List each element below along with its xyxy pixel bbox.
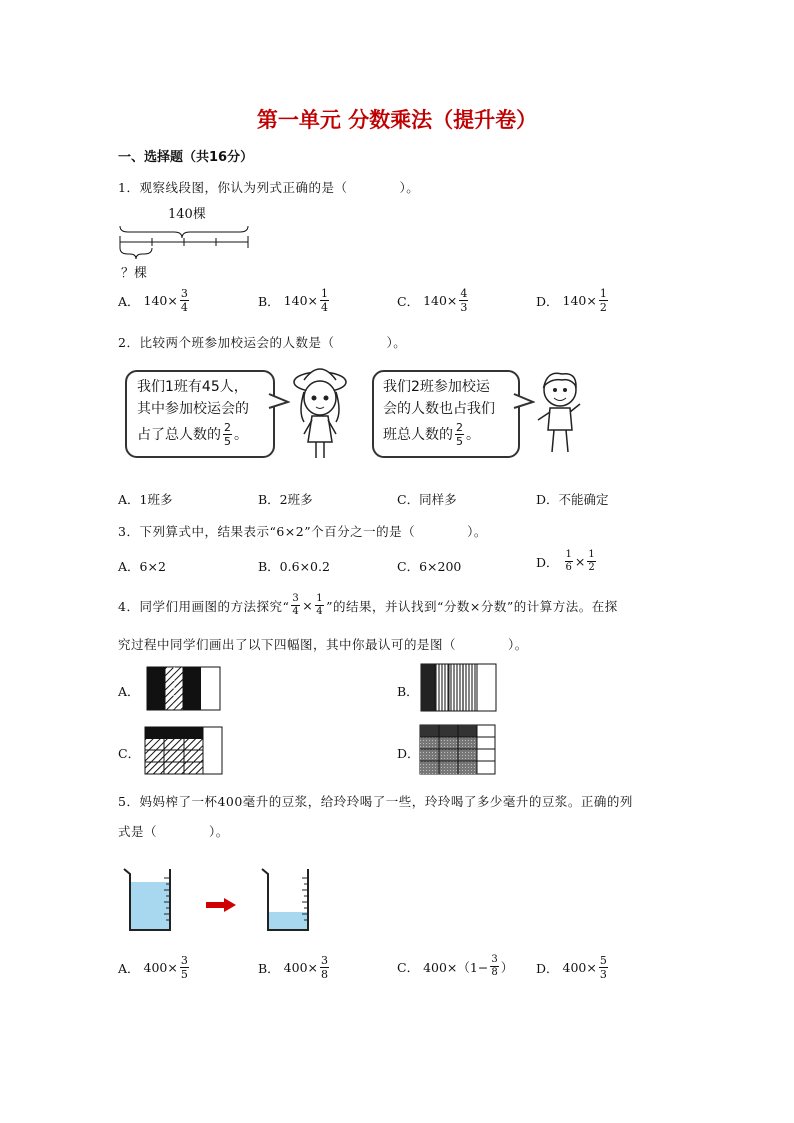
denominator: 4 [292,606,300,617]
denominator: 5 [456,435,463,448]
denominator: 3 [599,968,607,981]
top-brace [120,226,248,238]
option-letter: B． [258,293,280,309]
times-sign: × [302,598,314,613]
option-letter: C． [397,293,420,309]
denominator: 8 [321,968,329,981]
numerator: 3 [180,287,188,300]
q2-option-c[interactable]: C．同样多 [397,492,457,507]
q4-figure-c[interactable] [144,726,224,776]
option-letter: D． [536,554,559,570]
option-letter: D． [536,293,559,309]
times-sign: × [574,554,586,569]
q2-stem: 2．比较两个班参加校运会的人数是（ ）。 [118,335,407,350]
option-expr: 140× [423,293,458,308]
q3-option-d[interactable] [536,550,598,573]
bubble2-line3 [383,422,480,447]
option-letter: B． [258,960,280,976]
q4-figure-d[interactable] [419,724,497,776]
option-expr: 400×（1− [423,959,489,975]
q4-stem-line2: 究过程中同学们画出了以下四幅图，其中你最认可的是图（ ）。 [118,637,528,652]
q4-stem-line1 [118,594,618,617]
option-expr: 140× [283,293,319,308]
q1-option-a[interactable] [118,288,191,313]
bubble1-line2: 其中参加校运会的 [137,401,249,417]
q4-stem-a: 4．同学们用画图的方法探究“ [118,598,290,614]
denominator: 4 [316,606,324,617]
numerator: 2 [224,421,231,434]
numerator: 1 [599,287,607,300]
numerator: 5 [599,954,607,967]
q1-option-d[interactable] [536,288,610,313]
bubble1-tail-text: 。 [234,426,248,443]
numerator: 3 [321,954,329,967]
q3-option-c[interactable]: C．6×200 [397,559,462,574]
denominator: 5 [180,968,188,981]
numerator: 3 [180,954,188,967]
q5-option-a[interactable] [118,955,191,980]
bottom-brace [120,248,152,259]
option-letter: D． [536,960,559,976]
option-letter: C． [397,959,420,975]
numerator: 1 [316,593,324,604]
bubble2-tail-text: 。 [466,426,480,443]
option-letter: A． [118,960,140,976]
section-heading: 一、选择题（共16分） [118,150,254,165]
bubble1-line3-text: 占了总人数的 [137,426,221,443]
q4-label-a[interactable]: A． [118,684,140,699]
numerator: 3 [292,593,300,604]
denominator: 3 [460,301,468,314]
numerator: 2 [456,421,463,434]
cup-partial [258,866,318,934]
denominator: 2 [599,301,607,314]
q3-option-a[interactable]: A．6×2 [118,559,166,574]
numerator: 1 [321,287,329,300]
bubble2-line2: 会的人数也占我们 [383,401,495,417]
bubble1-line3 [137,422,248,447]
bubble1-line1: 我们1班有45人， [137,379,248,395]
q1-top-label: 140棵 [168,207,206,222]
q5-stem-line2: 式是（ ）。 [118,824,229,839]
boy-illustration [532,368,588,458]
bubble2-line1: 我们2班参加校运 [383,379,490,395]
option-expr: 400× [283,960,319,975]
denominator: 4 [180,301,188,314]
q4-figure-a[interactable] [146,666,222,712]
q4-figure-b[interactable] [420,663,498,713]
close-paren: ） [500,959,514,975]
q4-stem-b: ”的结果，并认找到“分数×分数”的计算方法。在探 [326,598,618,614]
q1-segment-diagram [116,222,256,262]
denominator: 5 [224,435,231,448]
q5-option-d[interactable] [536,955,610,980]
q4-label-c[interactable]: C． [118,746,141,761]
denominator: 6 [565,562,572,573]
q2-option-d[interactable]: D．不能确定 [536,492,609,507]
girl-illustration [286,362,358,462]
option-expr: 140× [143,293,178,308]
denominator: 2 [588,562,595,573]
q4-label-d[interactable]: D． [397,746,420,761]
right-arrow-icon [206,897,238,913]
denominator: 4 [321,301,329,314]
bubble2-line3-text: 班总人数的 [383,426,453,443]
q5-option-b[interactable] [258,955,331,980]
numerator: 1 [565,549,572,560]
q2-option-b[interactable]: B．2班多 [258,492,313,507]
option-expr: 400× [143,960,178,975]
numerator: 1 [588,549,595,560]
q1-option-b[interactable] [258,288,331,313]
cup-full [120,866,180,934]
q5-option-c[interactable] [397,955,513,978]
numerator: 4 [460,287,468,300]
numerator: 3 [491,954,498,965]
q5-stem-line1: 5．妈妈榨了一杯400毫升的豆浆，给玲玲喝了一些，玲玲喝了多少毫升的豆浆。正确的列 [118,794,633,809]
denominator: 8 [491,967,498,978]
q1-stem: 1．观察线段图，你认为列式正确的是（ ）。 [118,180,420,195]
q1-bottom-label: ？棵 [121,266,148,281]
q4-label-b[interactable]: B． [397,684,419,699]
q3-option-b[interactable]: B．0.6×0.2 [258,559,330,574]
page-title: 第一单元 分数乘法（提升卷） [256,108,538,132]
q2-option-a[interactable]: A．1班多 [118,492,173,507]
option-expr: 140× [562,293,597,308]
option-expr: 400× [562,960,597,975]
q1-option-c[interactable] [397,288,470,313]
q3-stem: 3．下列算式中，结果表示“6×2”个百分之一的是（ ）。 [118,524,487,539]
option-letter: A． [118,293,140,309]
